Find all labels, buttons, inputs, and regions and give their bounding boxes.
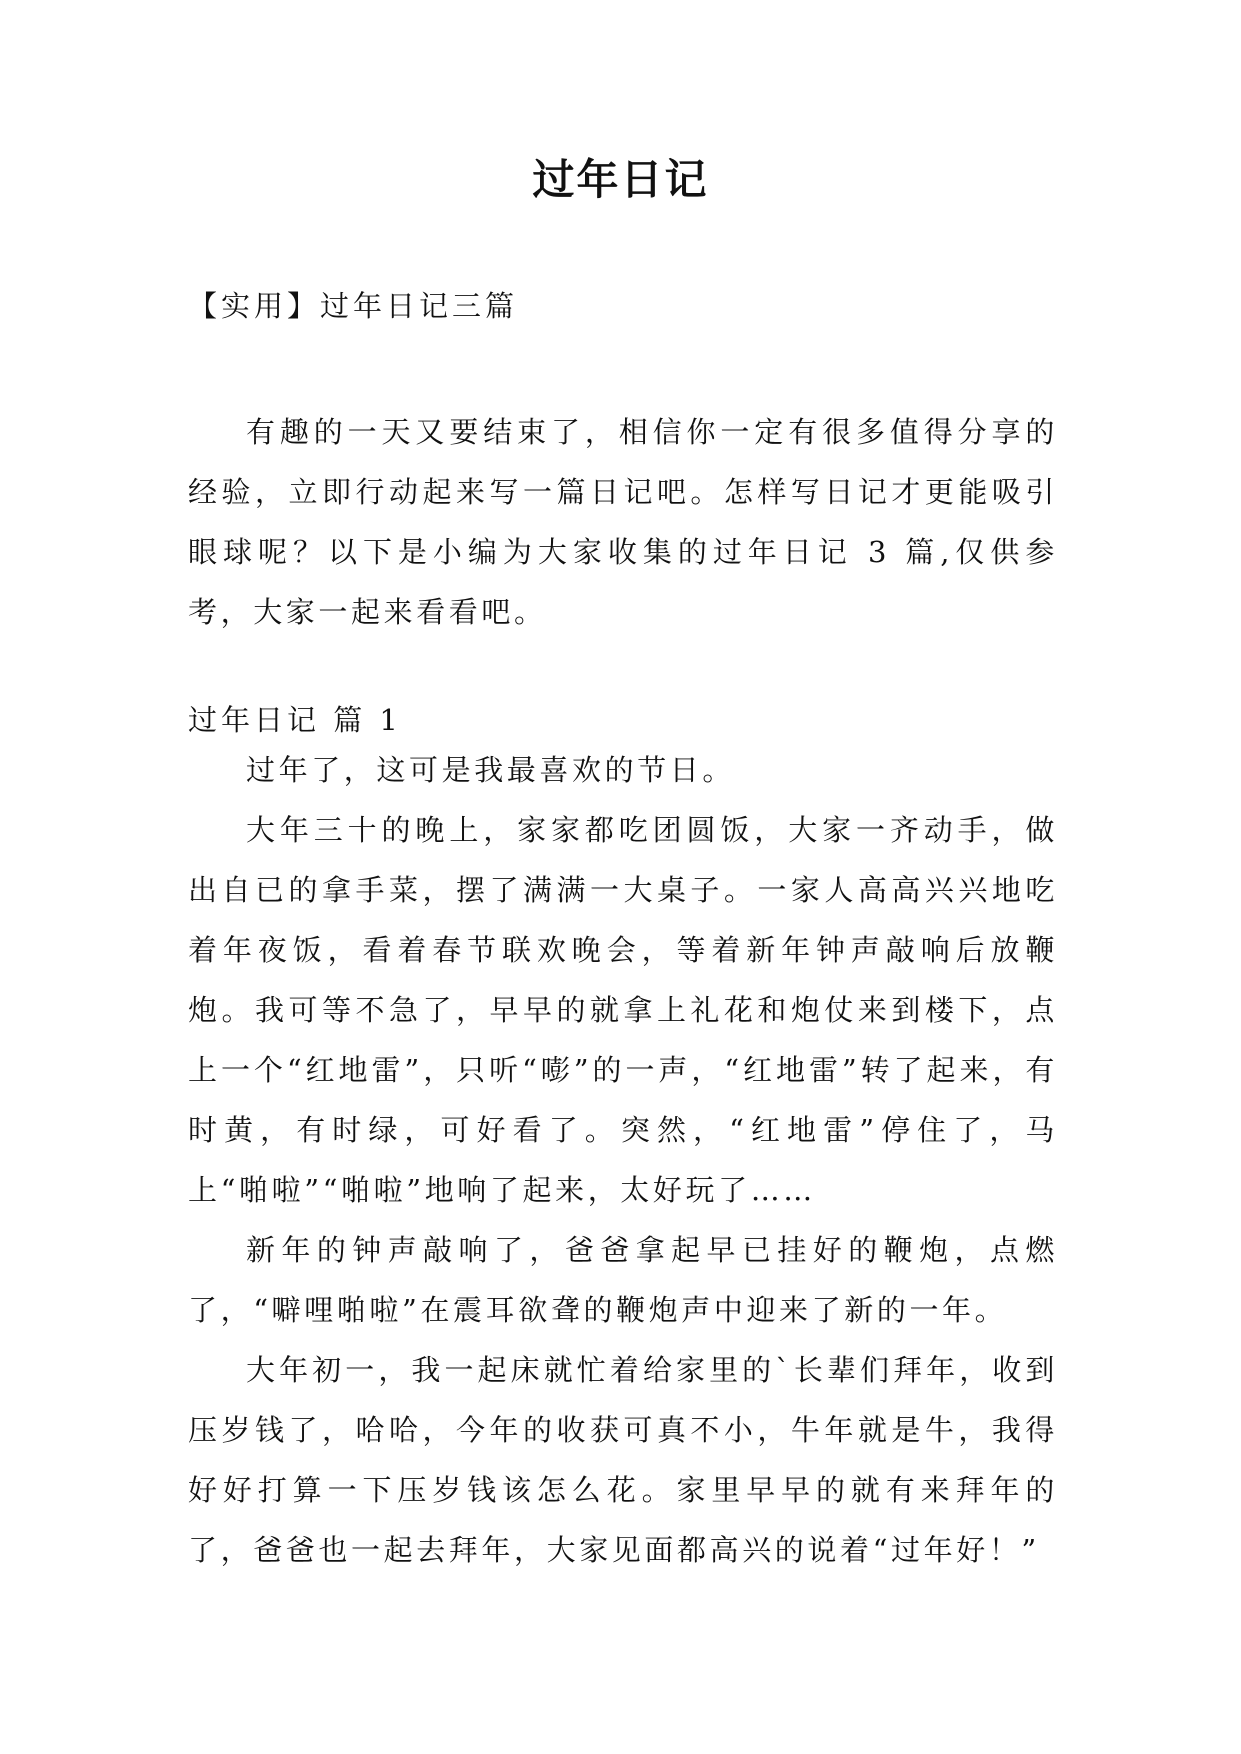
body-paragraph: 过年了，这可是我最喜欢的节日。	[246, 753, 736, 787]
intro-block	[188, 402, 1058, 642]
section-heading: 过年日记 篇 1	[188, 703, 402, 737]
body-paragraph: 大年三十的晚上，家家都吃团圆饭，大家一齐动手，做出自已的拿手菜，摆了满满一大桌子。一家人高高兴兴地吃着年夜饭，看着春节联欢晚会，等着新年钟声敲响后放鞭炮。我可等不急了，早早的就拿上礼花和炮仗来到楼下，点上一个“红地雷”，只听“嘭”的一声，“红地雷”转了起来，有时黄，有时绿，可好看了。突然，“红地雷”停住了，马上“啪啦”“啪啦”地响了起来，太好玩了……	[188, 813, 1058, 1207]
diary-body	[188, 740, 1058, 1580]
document-title: 过年日记	[532, 155, 709, 204]
document-subtitle: 【实用】过年日记三篇	[188, 289, 519, 323]
body-paragraph: 大年初一，我一起床就忙着给家里的`长辈们拜年，收到压岁钱了，哈哈，今年的收获可真不小，牛年就是牛，我得好好打算一下压岁钱该怎么花。家里早早的就有来拜年的了，爸爸也一起去拜年，大家见面都高兴的说着“过年好！”	[188, 1353, 1058, 1567]
body-paragraph: 新年的钟声敲响了，爸爸拿起早已挂好的鞭炮，点燃了，“噼哩啪啦”在震耳欲聋的鞭炮声中迎来了新的一年。	[188, 1233, 1058, 1327]
intro-paragraph: 有趣的一天又要结束了，相信你一定有很多值得分享的经验，立即行动起来写一篇日记吧。怎样写日记才更能吸引眼球呢？以下是小编为大家收集的过年日记 3 篇,仅供参考，大家一起来看看吧。	[188, 415, 1058, 629]
